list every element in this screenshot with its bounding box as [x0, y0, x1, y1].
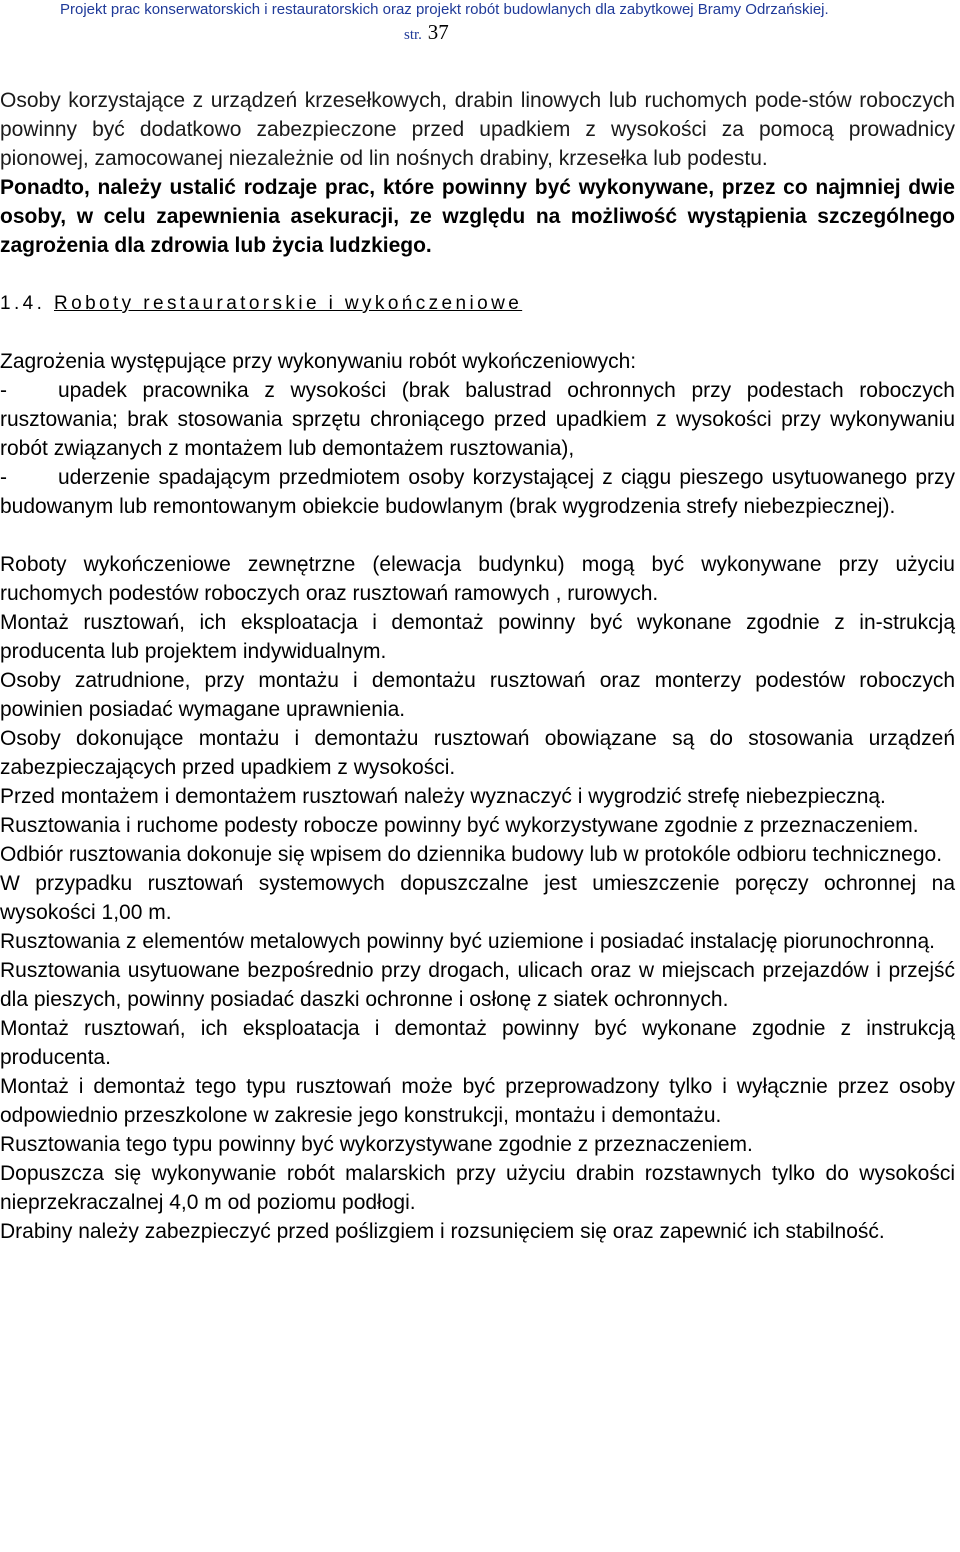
page-number [404, 20, 449, 45]
section-number: 1.4. [0, 293, 46, 314]
intro-bold-paragraph: Ponadto, należy ustalić rodzaje prac, które powinny być wykonywane, przez co najmniej dwie osoby, w celu zapewnienia asekuracji, ze względu na możliwość wystąpienia szczególnego zagrożenia dla zdrowia lub życia ludzkiego. [0, 176, 955, 257]
paragraph: Rusztowania tego typu powinny być wykorzystywane zgodnie z przeznaczeniem. [0, 1133, 753, 1156]
intro-paragraph: Osoby korzystające z urządzeń krzesełkowych, drabin linowych lub ruchomych pode-stów roboczych powinny być dodatkowo zabezpieczone przed upadkiem z wysokości za pomocą prowadnicy pionowej, zamocowanej niezależnie od lin nośnych drabiny, krzesełka lub podestu. [0, 89, 955, 170]
list-item-text: uderzenie spadającym przedmiotem osoby korzystającej z ciągu pieszego usytuowanego przy budowanym lub remontowanym obiekcie budowlanym (brak wygrodzenia strefy niebezpiecznej). [0, 466, 955, 518]
paragraph: Osoby dokonujące montażu i demontażu rusztowań obowiązane są do stosowania urządzeń zabezpieczających przed upadkiem z wysokości. [0, 727, 955, 779]
paragraph: Dopuszcza się wykonywanie robót malarskich przy użyciu drabin rozstawnych tylko do wysokości nieprzekraczalnej 4,0 m od poziomu podłogi. [0, 1162, 955, 1214]
paragraph: Montaż i demontaż tego typu rusztowań może być przeprowadzony tylko i wyłącznie przez osoby odpowiednio przeszkolone w zakresie jego konstrukcji, montażu i demontażu. [0, 1075, 955, 1127]
hazards-intro: Zagrożenia występujące przy wykonywaniu robót wykończeniowych: [0, 350, 637, 373]
list-item: - uderzenie spadającym przedmiotem osoby korzystającej z ciągu pieszego usytuowanego przy budowanym lub remontowanym obiekcie budowlanym (brak wygrodzenia strefy niebezpiecznej). [0, 466, 955, 518]
page-prefix: str. [404, 27, 422, 43]
paragraph: Montaż rusztowań, ich eksploatacja i demontaż powinny być wykonane zgodnie z instrukcją producenta. [0, 1017, 955, 1069]
paragraph: Rusztowania i ruchome podesty robocze powinny być wykorzystywane zgodnie z przeznaczeniem. [0, 814, 919, 837]
paragraph: Rusztowania usytuowane bezpośrednio przy drogach, ulicach oraz w miejscach przejazdów i przejść dla pieszych, powinny posiadać daszki ochronne i osłonę z siatek ochronnych. [0, 959, 955, 1011]
page-header [0, 0, 960, 46]
paragraph: Odbiór rusztowania dokonuje się wpisem do dziennika budowy lub w protokóle odbioru technicznego. [0, 843, 943, 866]
section-heading [0, 289, 955, 318]
paragraph: Przed montażem i demontażem rusztowań należy wyznaczyć i wygrodzić strefę niebezpieczną. [0, 785, 886, 808]
paragraph: W przypadku rusztowań systemowych dopuszczalne jest umieszczenie poręczy ochronnej na wysokości 1,00 m. [0, 872, 955, 924]
list-item-text: upadek pracownika z wysokości (brak balustrad ochronnych przy podestach roboczych rusztowania; brak stosowania sprzętu chroniącego przed upadkiem z wysokości przy wykonywaniu robót związanych z montażem lub demontażem rusztowania), [0, 379, 955, 460]
document-body [0, 86, 955, 1246]
section-title: Roboty restauratorskie i wykończeniowe [53, 293, 523, 314]
paragraph: Drabiny należy zabezpieczyć przed poślizgiem i rozsunięciem się oraz zapewnić ich stabilność. [0, 1220, 885, 1243]
header-title: Projekt prac konserwatorskich i restauratorskich oraz projekt robót budowlanych dla zabytkowej Bramy Odrzańskiej. [60, 1, 829, 18]
page-number-value: 37 [427, 20, 449, 44]
paragraph: Montaż rusztowań, ich eksploatacja i demontaż powinny być wykonane zgodnie z in-strukcją producenta lub projektem indywidualnym. [0, 611, 955, 663]
paragraph: Roboty wykończeniowe zewnętrzne (elewacja budynku) mogą być wykonywane przy użyciu ruchomych podestów roboczych oraz rusztowań ramowych , rurowych. [0, 553, 955, 605]
paragraph: Rusztowania z elementów metalowych powinny być uziemione i posiadać instalację piorunochronną. [0, 930, 936, 953]
paragraph: Osoby zatrudnione, przy montażu i demontażu rusztowań oraz monterzy podestów roboczych powinien posiadać wymagane uprawnienia. [0, 669, 955, 721]
list-item: - upadek pracownika z wysokości (brak balustrad ochronnych przy podestach roboczych rusztowania; brak stosowania sprzętu chroniącego przed upadkiem z wysokości przy wykonywaniu robót związanych z montażem lub demontażem rusztowania), [0, 379, 955, 460]
